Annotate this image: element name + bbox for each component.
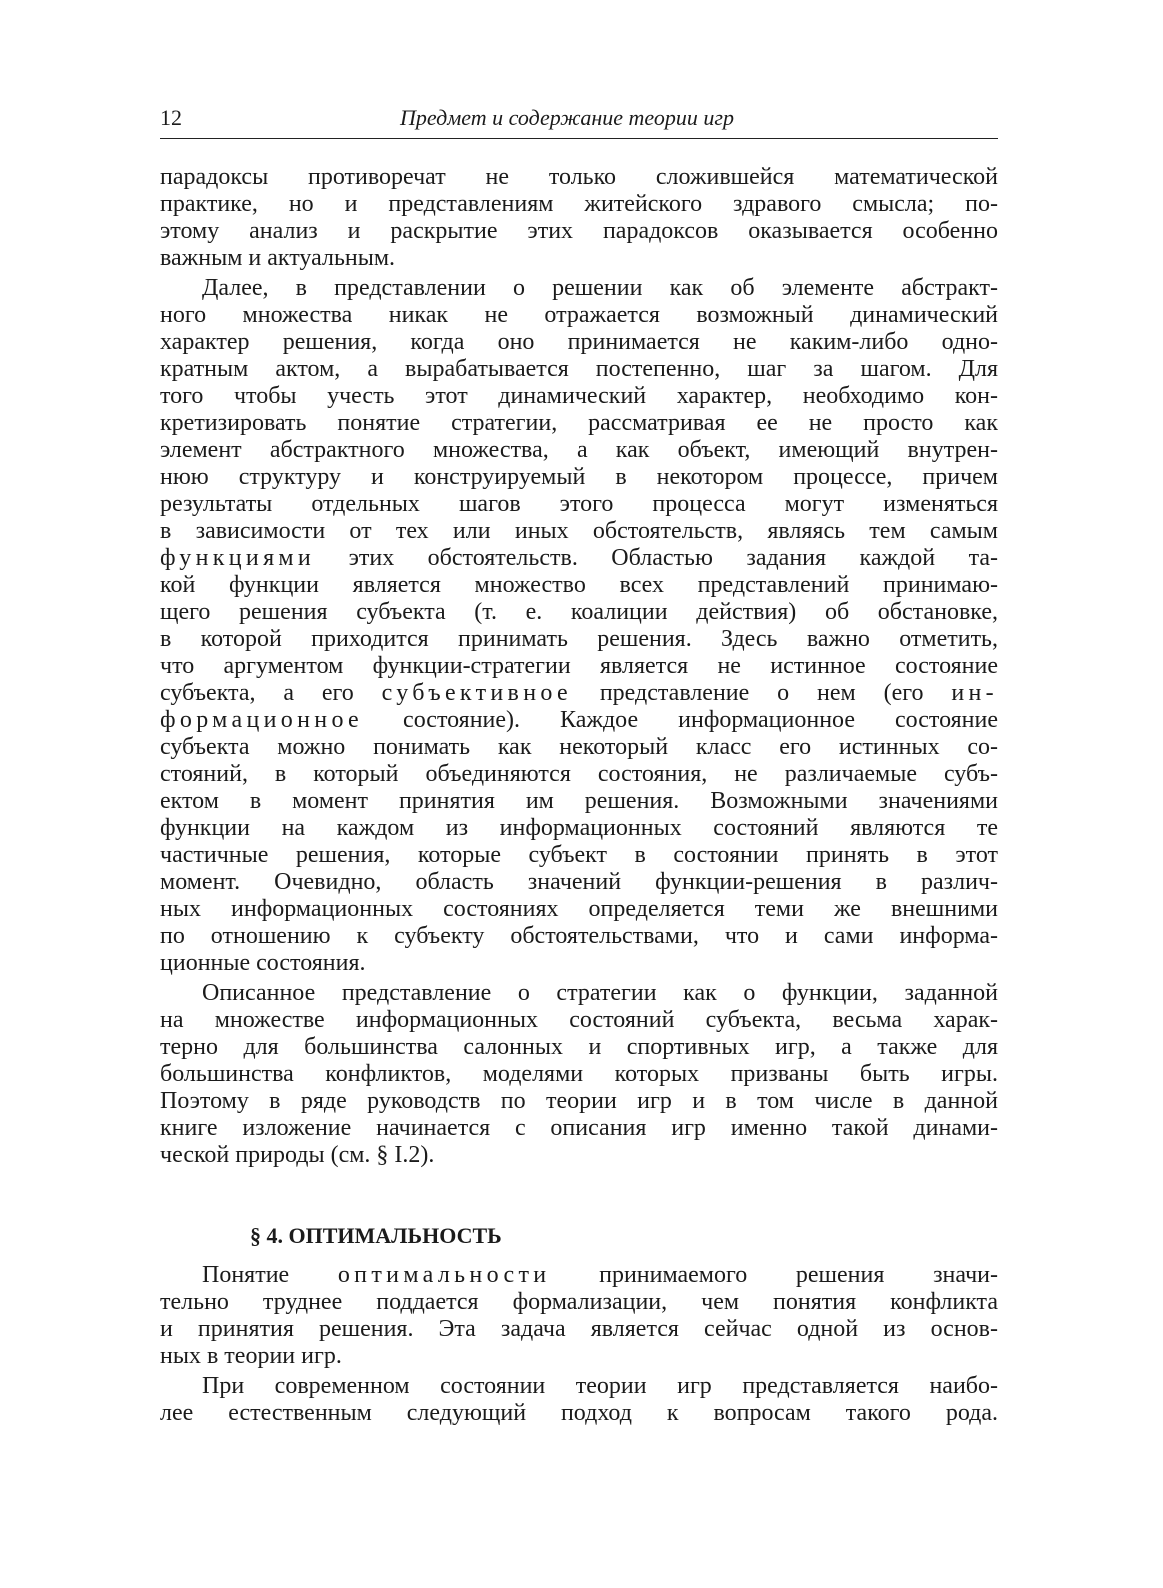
text-span: принимаемого решения значи- [550, 1262, 998, 1288]
text-line: При современном состоянии теории игр представляется наибо- [202, 1373, 998, 1399]
paragraph [160, 1262, 998, 1370]
text-line: книге изложение начинается с описания игр именно такой динами- [160, 1115, 998, 1141]
text-line: частичные решения, которые субъект в состоянии принять в этот [160, 842, 998, 868]
running-head [160, 104, 998, 139]
text-line: результаты отдельных шагов этого процесса могут изменяться [160, 491, 998, 517]
spaced-emphasis: оптимальности [337, 1262, 551, 1288]
text-line: практике, но и представлениям житейского здравого смысла; по- [160, 191, 998, 217]
paragraph [160, 164, 998, 272]
body-text-lower [160, 1262, 998, 1427]
text-line: Далее, в представлении о решении как об элементе абстракт- [202, 275, 998, 301]
text-line: большинства конфликтов, моделями которых призваны быть игры. [160, 1061, 998, 1087]
text-line: кретизировать понятие стратегии, рассматривая ее не просто как [160, 410, 998, 436]
text-line [160, 1262, 998, 1289]
text-line: ектом в момент принятия им решения. Возможными значениями [160, 788, 998, 814]
text-line: того чтобы учесть этот динамический характер, необходимо кон- [160, 383, 998, 409]
running-title: Предмет и содержание теории игр [400, 105, 734, 130]
text-line: характер решения, когда оно принимается не каким-либо одно- [160, 329, 998, 355]
text-line: стояний, в который объединяются состояния, не различаемые субъ- [160, 761, 998, 787]
text-line: Поэтому в ряде руководств по теории игр и в том числе в данной [160, 1088, 998, 1114]
section-heading: § 4. ОПТИМАЛЬНОСТЬ [250, 1223, 502, 1248]
text-line: кой функции является множество всех представлений принимаю- [160, 572, 998, 598]
text-line: парадоксы противоречат не только сложившейся математической [160, 164, 998, 190]
text-line: на множестве информационных состояний субъекта, весьма харак- [160, 1007, 998, 1033]
text-line: тельно труднее поддается формализации, чем понятия конфликта [160, 1289, 998, 1315]
text-line: терно для большинства салонных и спортивных игр, а также для [160, 1034, 998, 1060]
text-span: Понятие [202, 1262, 338, 1288]
text-line: что аргументом функции-стратегии является не истинное состояние [160, 653, 998, 679]
text-line: в зависимости от тех или иных обстоятельств, являясь тем самым [160, 518, 998, 544]
text-line: момент. Очевидно, область значений функции-решения в различ- [160, 869, 998, 895]
text-span: этих обстоятельств. Областью задания каждой та- [315, 545, 998, 571]
text-line: по отношению к субъекту обстоятельствами, что и сами информа- [160, 923, 998, 949]
spaced-emphasis: субъективное [381, 680, 572, 706]
text-line: ных в теории игр. [160, 1343, 342, 1369]
text-line [160, 707, 998, 734]
text-line: ного множества никак не отражается возможный динамический [160, 302, 998, 328]
text-line: ных информационных состояниях определяется теми же внешними [160, 896, 998, 922]
text-line: функции на каждом из информационных состояний являются те [160, 815, 998, 841]
text-line: Описанное представление о стратегии как о функции, заданной [202, 980, 998, 1006]
text-span: состояние). Каждое информационное состояние [363, 707, 998, 733]
text-line: этому анализ и раскрытие этих парадоксов оказывается особенно [160, 218, 998, 244]
spaced-emphasis: формационное [160, 707, 364, 733]
page-number: 12 [160, 105, 182, 130]
paragraph [160, 1373, 998, 1427]
text-line: ческой природы (см. § I.2). [160, 1142, 435, 1168]
text-line: в которой приходится принимать решения. Здесь важно отметить, [160, 626, 998, 652]
text-line: лее естественным следующий подход к вопросам такого рода. [160, 1400, 998, 1426]
text-line: субъекта можно понимать как некоторый класс его истинных со- [160, 734, 998, 760]
text-line: ционные состояния. [160, 950, 366, 976]
text-line: кратным актом, а вырабатывается постепенно, шаг за шагом. Для [160, 356, 998, 382]
spaced-emphasis: ин- [951, 680, 998, 706]
paragraph [160, 275, 998, 977]
paragraph [160, 980, 998, 1169]
body-text-upper [160, 164, 998, 1169]
text-line [160, 545, 998, 572]
text-line [160, 680, 998, 707]
text-line: нюю структуру и конструируемый в некотором процессе, причем [160, 464, 998, 490]
text-span: субъекта, а его [160, 680, 382, 706]
spaced-emphasis: функциями [160, 545, 316, 571]
text-line: щего решения субъекта (т. е. коалиции действия) об обстановке, [160, 599, 998, 625]
text-span: представление о нем (его [571, 680, 952, 706]
text-line: и принятия решения. Эта задача является сейчас одной из основ- [160, 1316, 998, 1342]
text-line: важным и актуальным. [160, 245, 396, 271]
text-line: элемент абстрактного множества, а как объект, имеющий внутрен- [160, 437, 998, 463]
